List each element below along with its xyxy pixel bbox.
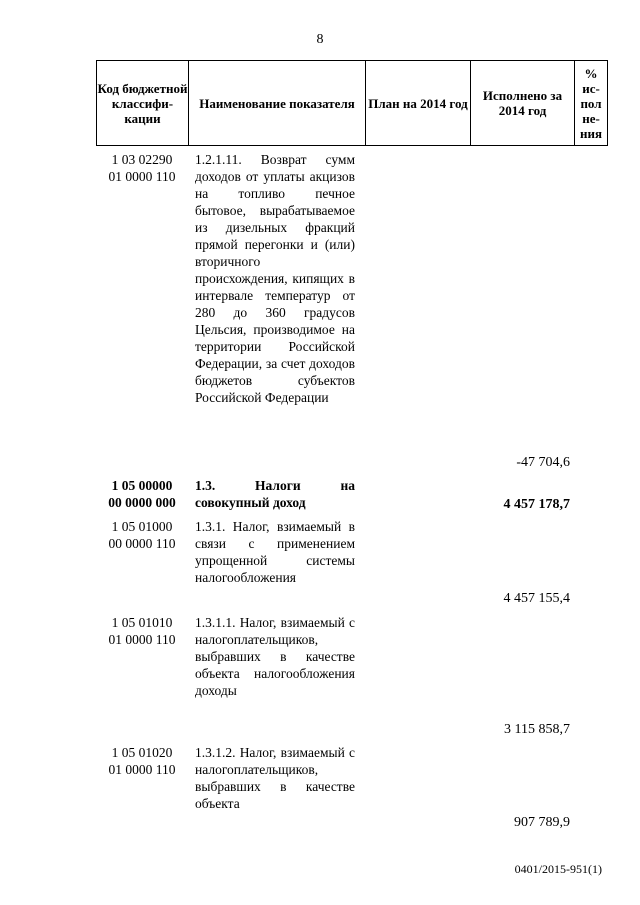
row-executed: 3 115 858,7 [504,722,570,737]
page-number: 8 [316,32,324,47]
header-percent: % ис-пол не-ния [575,61,608,146]
table-header [96,60,608,146]
row-code [96,744,188,778]
row-code [96,614,188,648]
row-code-line2: 01 0000 110 [108,169,176,184]
row-name: 1.3.1.2. Налог, взимаемый с налогоплательщиков, выбравших в качестве объекта [195,745,355,811]
row-code-line1: 1 05 01010 [111,615,173,630]
header-plan: План на 2014 год [366,61,471,146]
row-code [96,477,188,511]
row-executed: -47 704,6 [516,455,570,470]
document-code: 0401/2015-951(1) [514,862,602,876]
row-code [96,151,188,185]
row-code-line1: 1 05 01000 [111,519,173,534]
row-name: 1.3.1. Налог, взимаемый в связи с применением упрощенной системы налогообложения [195,519,355,585]
row-code-line2: 00 0000 110 [108,536,176,551]
header-executed: Исполнено за 2014 год [471,61,575,146]
row-code-line2: 00 0000 000 [108,495,176,510]
header-name: Наименование показателя [189,61,366,146]
row-name: 1.3.1.1. Налог, взимаемый с налогоплательщиков, выбравших в качестве объекта налогообложения доходы [195,615,355,698]
row-code-line1: 1 05 00000 [111,478,173,493]
row-code-line2: 01 0000 110 [108,762,176,777]
row-code-line1: 1 03 02290 [111,152,173,167]
row-code-line2: 01 0000 110 [108,632,176,647]
row-executed: 4 457 178,7 [503,497,570,512]
row-code-line1: 1 05 01020 [111,745,173,760]
row-executed: 907 789,9 [514,815,570,830]
row-name: 1.2.1.11. Возврат сумм доходов от уплаты акцизов на топливо печное бытовое, вырабатываемое из дизельных фракций прямой перегонки и (или) вторичного происхождения, кипящих в интервале температур от 280 до 360 градусов Цельсия, производимое на территории Российской Федерации, за счет доходов бюджетов субъектов Российской Федерации [195,152,355,405]
row-code [96,518,188,552]
row-name: 1.3. Налоги на совокупный доход [195,478,355,510]
row-executed: 4 457 155,4 [503,591,570,606]
header-code: Код бюджетной классифи-кации [97,61,189,146]
